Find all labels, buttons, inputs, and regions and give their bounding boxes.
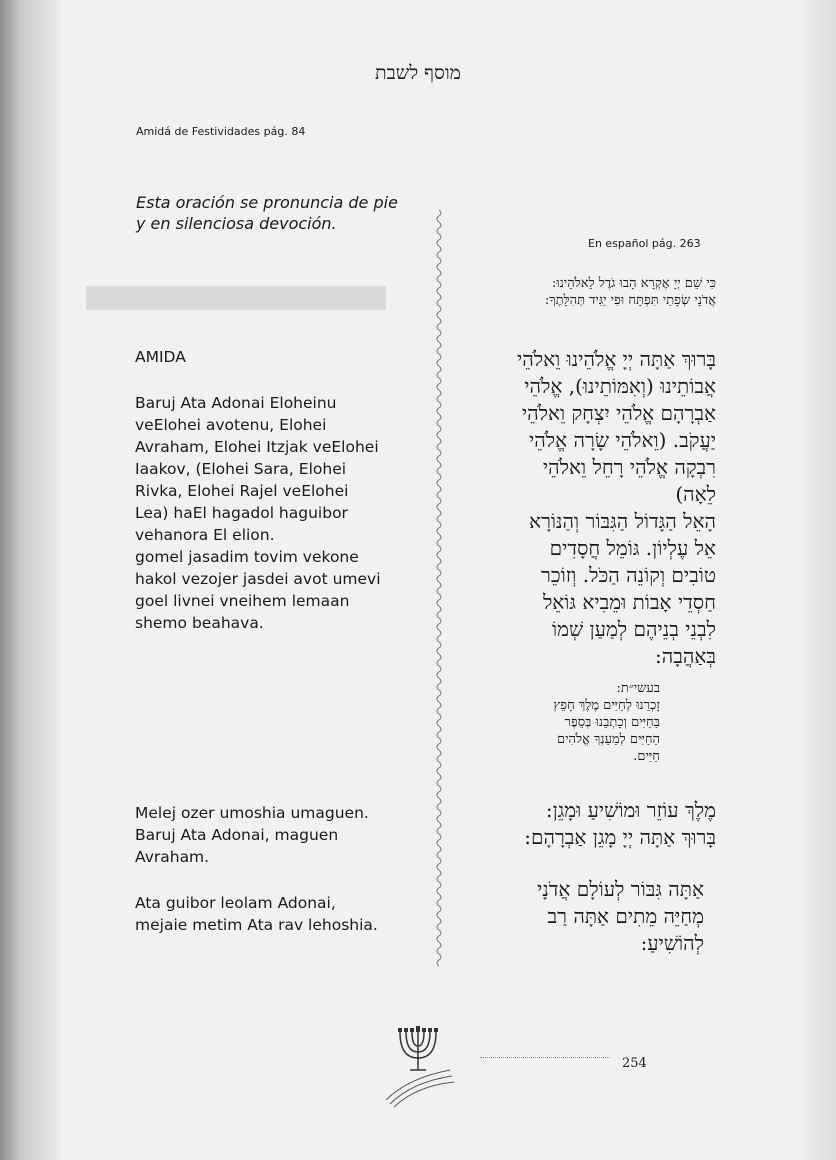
hebrew-line: הָאֵל הַגָּדוֹל הַגִּבּוֹר וְהַנּוֹרָא: [529, 509, 716, 533]
transliteration-line: goel livnei vneihem lemaan: [135, 592, 350, 610]
transliteration-line: Avraham.: [135, 848, 210, 866]
right-page-reference: En español pág. 263: [588, 237, 701, 250]
hebrew-line: בַּחַיִּים וְכָתְבֵנוּ בְּסֵפֶר: [564, 715, 660, 730]
grey-band: [86, 286, 386, 310]
transliteration-paragraph-1: [135, 392, 395, 634]
hebrew-line: מֶלֶךְ עוֹזֵר וּמוֹשִׁיעַ וּמָגֵן:: [545, 798, 716, 822]
hebrew-line: אֵל עֶלְיוֹן. גּוֹמֵל חֲסָדִים: [549, 536, 716, 560]
transliteration-line: Ata guibor leolam Adonai,: [135, 894, 336, 912]
transliteration-line: Lea) haEl hagadol haguibor: [135, 504, 348, 522]
hebrew-line: רִבְקָה אֱלֹהֵי רָחֵל וֵאלֹהֵי: [542, 455, 716, 479]
transliteration-line: Baruj Ata Adonai, maguen: [135, 826, 339, 844]
menorah-logo-icon: [378, 1000, 458, 1110]
transliteration-line: shemo beahava.: [135, 614, 264, 632]
hebrew-line: הַחַיִּים לְמַעַנְךָ אֱלֹהִים: [556, 732, 660, 747]
transliteration-line: Iaakov, (Elohei Sara, Elohei: [135, 460, 347, 478]
hebrew-line: בעשי״ת:: [616, 681, 660, 696]
transliteration-line: Melej ozer umoshia umaguen.: [135, 804, 369, 822]
page-gutter-shadow: [0, 0, 60, 1160]
transliteration-line: hakol vezojer jasdei avot umevi: [135, 570, 381, 588]
hebrew-line: מְחַיֵּה מֵתִים אַתָּה רַב: [547, 904, 704, 928]
hebrew-intro: [450, 275, 716, 309]
hebrew-blessing-1: [450, 346, 716, 670]
hebrew-line: אֲדֹנָי שְׂפָתַי תִּפְתָּח וּפִי יַגִּיד תְּהִלָּתֶךָ:: [544, 293, 716, 308]
page-edge-shadow: [796, 0, 836, 1160]
hebrew-blessing-3: [450, 876, 704, 957]
hebrew-line: חַסְדֵי אָבוֹת וּמֵבִיא גּוֹאֵל: [542, 590, 716, 614]
instruction-line: y en silenciosa devoción.: [136, 214, 337, 233]
transliteration-line: vehanora El elion.: [135, 526, 275, 544]
hebrew-line: כִּי שֵׁם יְיָ אֶקְרָא הָבוּ גֹדֶל לֵאלֹהֵינוּ:: [551, 276, 716, 291]
hebrew-line: לֵאָה): [675, 482, 716, 506]
hebrew-line: חַיִּים.: [633, 749, 660, 764]
hebrew-insert: [450, 680, 660, 765]
hebrew-line: זָכְרֵנוּ לְחַיִּים מֶלֶךְ חָפֵץ: [553, 698, 660, 713]
transliteration-line: gomel jasadim tovim vekone: [135, 548, 359, 566]
transliteration-line: Baruj Ata Adonai Eloheinu: [135, 394, 337, 412]
wavy-divider: [432, 210, 446, 970]
amida-title: AMIDA: [135, 348, 186, 366]
transliteration-line: Avraham, Elohei Itzjak veElohei: [135, 438, 379, 456]
hebrew-line: אֲבוֹתֵינוּ (וְאִמּוֹתֵינוּ), אֱלֹהֵי: [524, 374, 716, 398]
hebrew-line: אַתָּה גִּבּוֹר לְעוֹלָם אֲדֹנָי: [537, 877, 704, 901]
hebrew-line: בָּרוּךְ אַתָּה יְיָ אֱלֹהֵינוּ וֵאלֹהֵי: [517, 347, 716, 371]
hebrew-line: בְּאַהֲבָה:: [654, 644, 716, 668]
transliteration-line: veElohei avotenu, Elohei: [135, 416, 327, 434]
hebrew-line: אַבְרָהָם אֱלֹהֵי יִצְחָק וֵאלֹהֵי: [521, 401, 716, 425]
hebrew-line: בָּרוּךְ אַתָּה יְיָ מָגֵן אַבְרָהָם:: [524, 825, 716, 849]
page-number: 254: [622, 1056, 647, 1071]
instruction-line: Esta oración se pronuncia de pie: [136, 193, 398, 212]
transliteration-paragraph-2: [135, 802, 395, 868]
hebrew-line: יַעֲקֹב. (וֵאלֹהֵי שָׂרָה אֱלֹהֵי: [529, 428, 716, 452]
hebrew-line: לִבְנֵי בְנֵיהֶם לְמַעַן שְׁמוֹ: [552, 617, 716, 641]
transliteration-line: mejaie metim Ata rav lehoshia.: [135, 916, 378, 934]
instruction-text: [136, 192, 406, 234]
hebrew-line: לְהוֹשִׁיעַ:: [640, 931, 704, 955]
left-page-reference: Amidá de Festividades pág. 84: [136, 125, 306, 138]
page-header-title: מוסף לשבת: [375, 62, 461, 84]
transliteration-line: Rivka, Elohei Rajel veElohei: [135, 482, 349, 500]
hebrew-blessing-2: [450, 797, 716, 851]
page-number-rule: [480, 1057, 610, 1058]
transliteration-paragraph-3: [135, 892, 395, 936]
hebrew-line: טוֹבִים וְקוֹנֵה הַכֹּל. וְזוֹכֵר: [541, 563, 716, 587]
